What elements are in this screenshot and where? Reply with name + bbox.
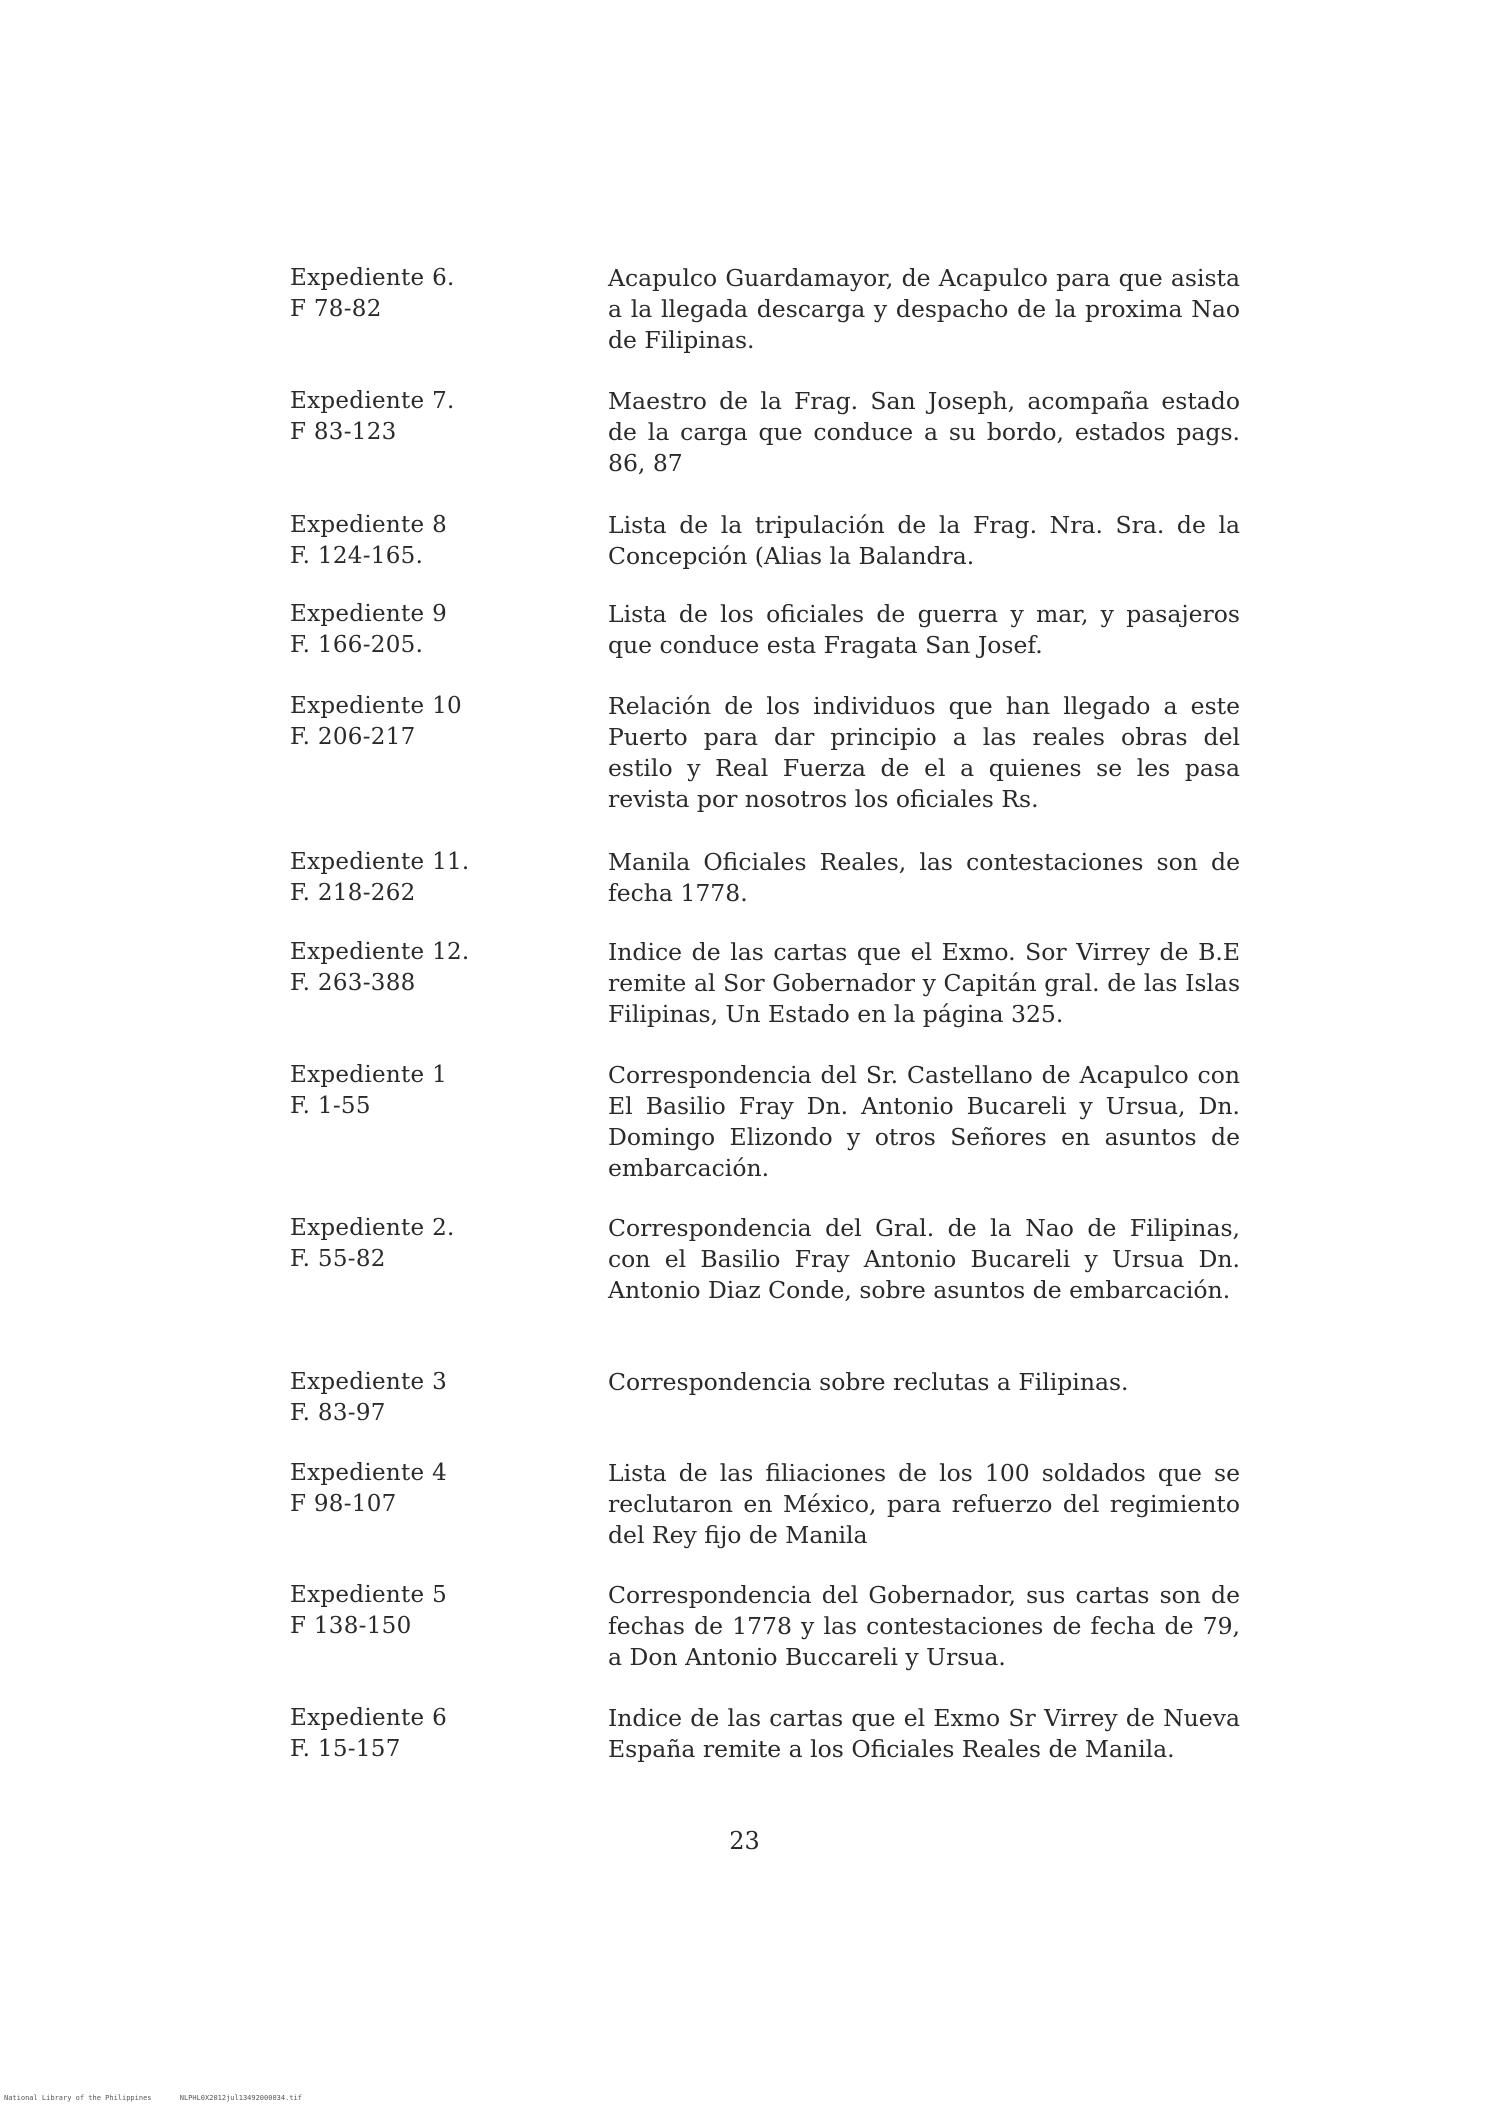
expediente-reference bbox=[290, 1367, 590, 1429]
expediente-number: Expediente 6. bbox=[290, 265, 455, 291]
expediente-reference bbox=[290, 599, 590, 661]
scan-footer bbox=[4, 2094, 326, 2102]
expediente-number: Expediente 9 bbox=[290, 601, 447, 627]
folio-range: F 98-107 bbox=[290, 1491, 397, 1517]
folio-range: F 83-123 bbox=[290, 419, 397, 445]
expediente-number: Expediente 11. bbox=[290, 849, 470, 875]
expediente-reference bbox=[290, 847, 590, 909]
expediente-reference bbox=[290, 937, 590, 999]
expediente-reference bbox=[290, 510, 590, 572]
expediente-description: Relación de los individuos que han llegado a este Puerto para dar principio a las reales obras del estilo y Real Fuerza de el a quienes se les pasa revista por nosotros los oficiales Rs. bbox=[608, 692, 1240, 813]
folio-range: F. 55-82 bbox=[290, 1246, 386, 1272]
expediente-reference bbox=[290, 386, 590, 448]
expediente-description: Maestro de la Frag. San Joseph, acompaña estado de la carga que conduce a su bordo, estados pags. 86, 87 bbox=[608, 387, 1240, 477]
footer-library: National Library of the Philippines bbox=[4, 2094, 152, 2102]
expediente-description: Correspondencia del Gobernador, sus cartas son de fechas de 1778 y las contestaciones de fecha de 79, a Don Antonio Buccareli y Ursua. bbox=[608, 1581, 1240, 1671]
expediente-description: Manila Oficiales Reales, las contestaciones son de fecha 1778. bbox=[608, 848, 1240, 907]
folio-range: F. 1-55 bbox=[290, 1093, 371, 1119]
expediente-description: Lista de las filiaciones de los 100 soldados que se reclutaron en México, para refuerzo del regimiento del Rey fijo de Manila bbox=[608, 1459, 1240, 1549]
expediente-number: Expediente 5 bbox=[290, 1582, 447, 1608]
expediente-number: Expediente 2. bbox=[290, 1215, 455, 1241]
folio-range: F. 206-217 bbox=[290, 724, 416, 750]
expediente-reference bbox=[290, 691, 590, 753]
folio-range: F. 124-165. bbox=[290, 543, 424, 569]
expediente-description: Lista de los oficiales de guerra y mar, y pasajeros que conduce esta Fragata San Josef. bbox=[608, 600, 1240, 659]
folio-range: F. 166-205. bbox=[290, 632, 424, 658]
folio-range: F. 218-262 bbox=[290, 880, 416, 906]
folio-range: F. 83-97 bbox=[290, 1400, 386, 1426]
folio-range: F 138-150 bbox=[290, 1613, 412, 1639]
expediente-description: Correspondencia del Sr. Castellano de Acapulco con El Basilio Fray Dn. Antonio Bucareli y Ursua, Dn. Domingo Elizondo y otros Señores en asuntos de embarcación. bbox=[608, 1061, 1240, 1182]
expediente-number: Expediente 10 bbox=[290, 693, 462, 719]
expediente-reference bbox=[290, 1580, 590, 1642]
folio-range: F. 263-388 bbox=[290, 970, 416, 996]
expediente-reference bbox=[290, 263, 590, 325]
expediente-description: Correspondencia del Gral. de la Nao de Filipinas, con el Basilio Fray Antonio Bucareli y Ursua Dn. Antonio Diaz Conde, sobre asuntos de embarcación. bbox=[608, 1214, 1240, 1304]
folio-range: F 78-82 bbox=[290, 296, 382, 322]
expediente-number: Expediente 4 bbox=[290, 1460, 447, 1486]
expediente-number: Expediente 6 bbox=[290, 1705, 447, 1731]
footer-file: NLPHL0X2012jul13492000034.tif bbox=[179, 2094, 302, 2102]
expediente-description: Lista de la tripulación de la Frag. Nra. Sra. de la Concepción (Alias la Balandra. bbox=[608, 511, 1240, 570]
page-number: 23 bbox=[729, 1827, 760, 1855]
expediente-reference bbox=[290, 1060, 590, 1122]
expediente-number: Expediente 7. bbox=[290, 388, 455, 414]
expediente-number: Expediente 12. bbox=[290, 939, 470, 965]
expediente-reference bbox=[290, 1703, 590, 1765]
expediente-description: Correspondencia sobre reclutas a Filipinas. bbox=[608, 1368, 1129, 1396]
expediente-reference bbox=[290, 1458, 590, 1520]
expediente-number: Expediente 1 bbox=[290, 1062, 447, 1088]
expediente-number: Expediente 8 bbox=[290, 512, 447, 538]
expediente-number: Expediente 3 bbox=[290, 1369, 447, 1395]
expediente-description: Indice de las cartas que el Exmo. Sor Virrey de B.E remite al Sor Gobernador y Capitán gral. de las Islas Filipinas, Un Estado en la página 325. bbox=[608, 938, 1240, 1028]
folio-range: F. 15-157 bbox=[290, 1736, 401, 1762]
expediente-description: Acapulco Guardamayor, de Acapulco para que asista a la llegada descarga y despacho de la proxima Nao de Filipinas. bbox=[608, 264, 1240, 354]
expediente-description: Indice de las cartas que el Exmo Sr Virrey de Nueva España remite a los Oficiales Reales de Manila. bbox=[608, 1704, 1240, 1763]
expediente-reference bbox=[290, 1213, 590, 1275]
